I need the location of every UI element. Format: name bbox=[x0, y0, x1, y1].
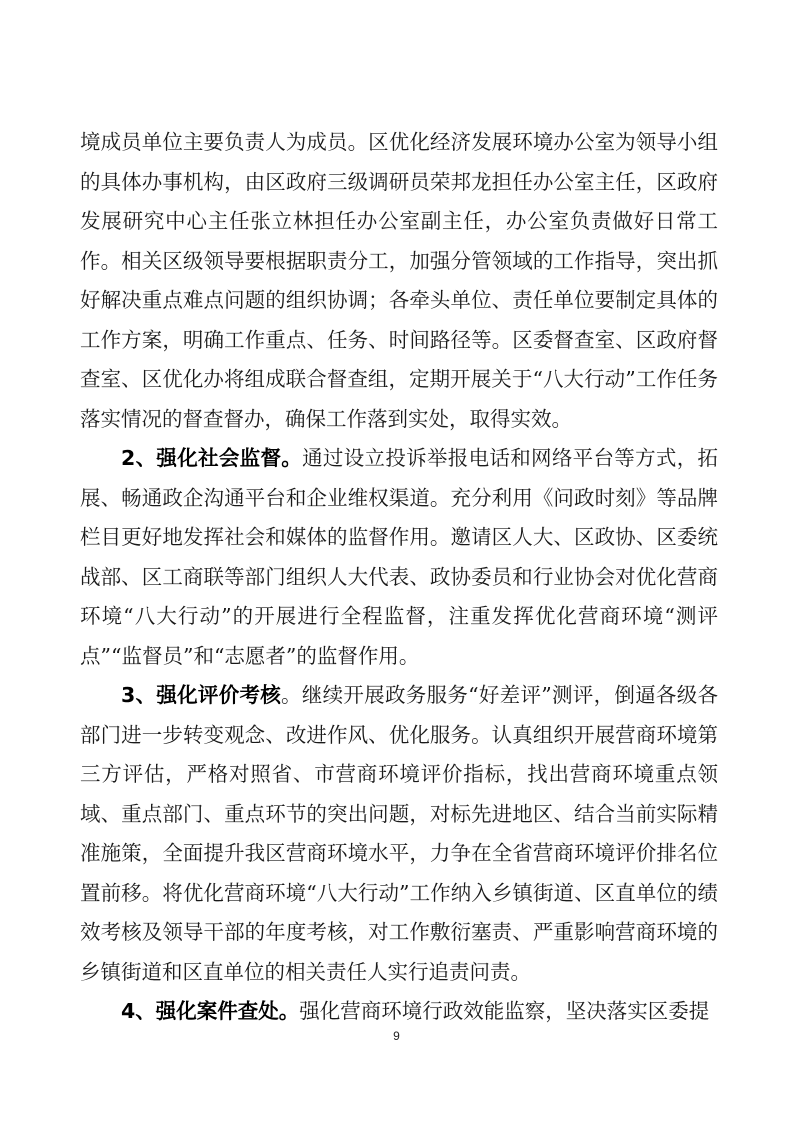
paragraph-social-supervision bbox=[80, 439, 718, 676]
section-heading: 3、强化评价考核 bbox=[121, 683, 282, 707]
section-heading: 4、强化案件查处。 bbox=[121, 999, 300, 1023]
section-heading: 2、强化社会监督。 bbox=[121, 446, 303, 470]
paragraph-text: 强化营商环境行政效能监察，坚决落实区委提 bbox=[299, 999, 710, 1023]
paragraph-case-investigation bbox=[80, 992, 718, 1032]
paragraph-evaluation-assessment bbox=[80, 676, 718, 992]
paragraph-text: 。继续开展政务服务“好差评”测评，倒逼各级各部门进一步转变观念、改进作风、优化服务。认真组织开展营商环境第三方评估，严格对照省、市营商环境评价指标，找出营商环境重点领域、重点部门、重点环节的突出问题，对标先进地区、结合当前实际精准施策，全面提升我区营商环境水平，力争在全省营商环境评价排名位置前移。将优化营商环境“八大行动”工作纳入乡镇街道、区直单位的绩效考核及领导干部的年度考核，对工作敷衍塞责、严重影响营商环境的乡镇街道和区直单位的相关责任人实行追责问责。 bbox=[80, 683, 718, 984]
paragraph-text: 通过设立投诉举报电话和网络平台等方式，拓展、畅通政企沟通平台和企业维权渠道。充分利用《问政时刻》等品牌栏目更好地发挥社会和媒体的监督作用。邀请区人大、区政协、区委统战部、区工商联等部门组织人大代表、政协委员和行业协会对优化营商环境“八大行动”的开展进行全程监督，注重发挥优化营商环境“测评点”“监督员”和“志愿者”的监督作用。 bbox=[80, 446, 719, 668]
page-number: 9 bbox=[393, 1029, 400, 1043]
paragraph-text: 境成员单位主要负责人为成员。区优化经济发展环境办公室为领导小组的具体办事机构，由区政府三级调研员荣邦龙担任办公室主任，区政府发展研究中心主任张立林担任办公室副主任，办公室负责做好日常工作。相关区级领导要根据职责分工，加强分管领域的工作指导，突出抓好解决重点难点问题的组织协调；各牵头单位、责任单位要制定具体的工作方案，明确工作重点、任务、时间路径等。区委督查室、区政府督查室、区优化办将组成联合督查组，定期开展关于“八大行动”工作任务落实情况的督查督办，确保工作落到实处，取得实效。 bbox=[80, 130, 718, 431]
body-text bbox=[80, 123, 718, 1032]
paragraph-continuation bbox=[80, 123, 718, 439]
